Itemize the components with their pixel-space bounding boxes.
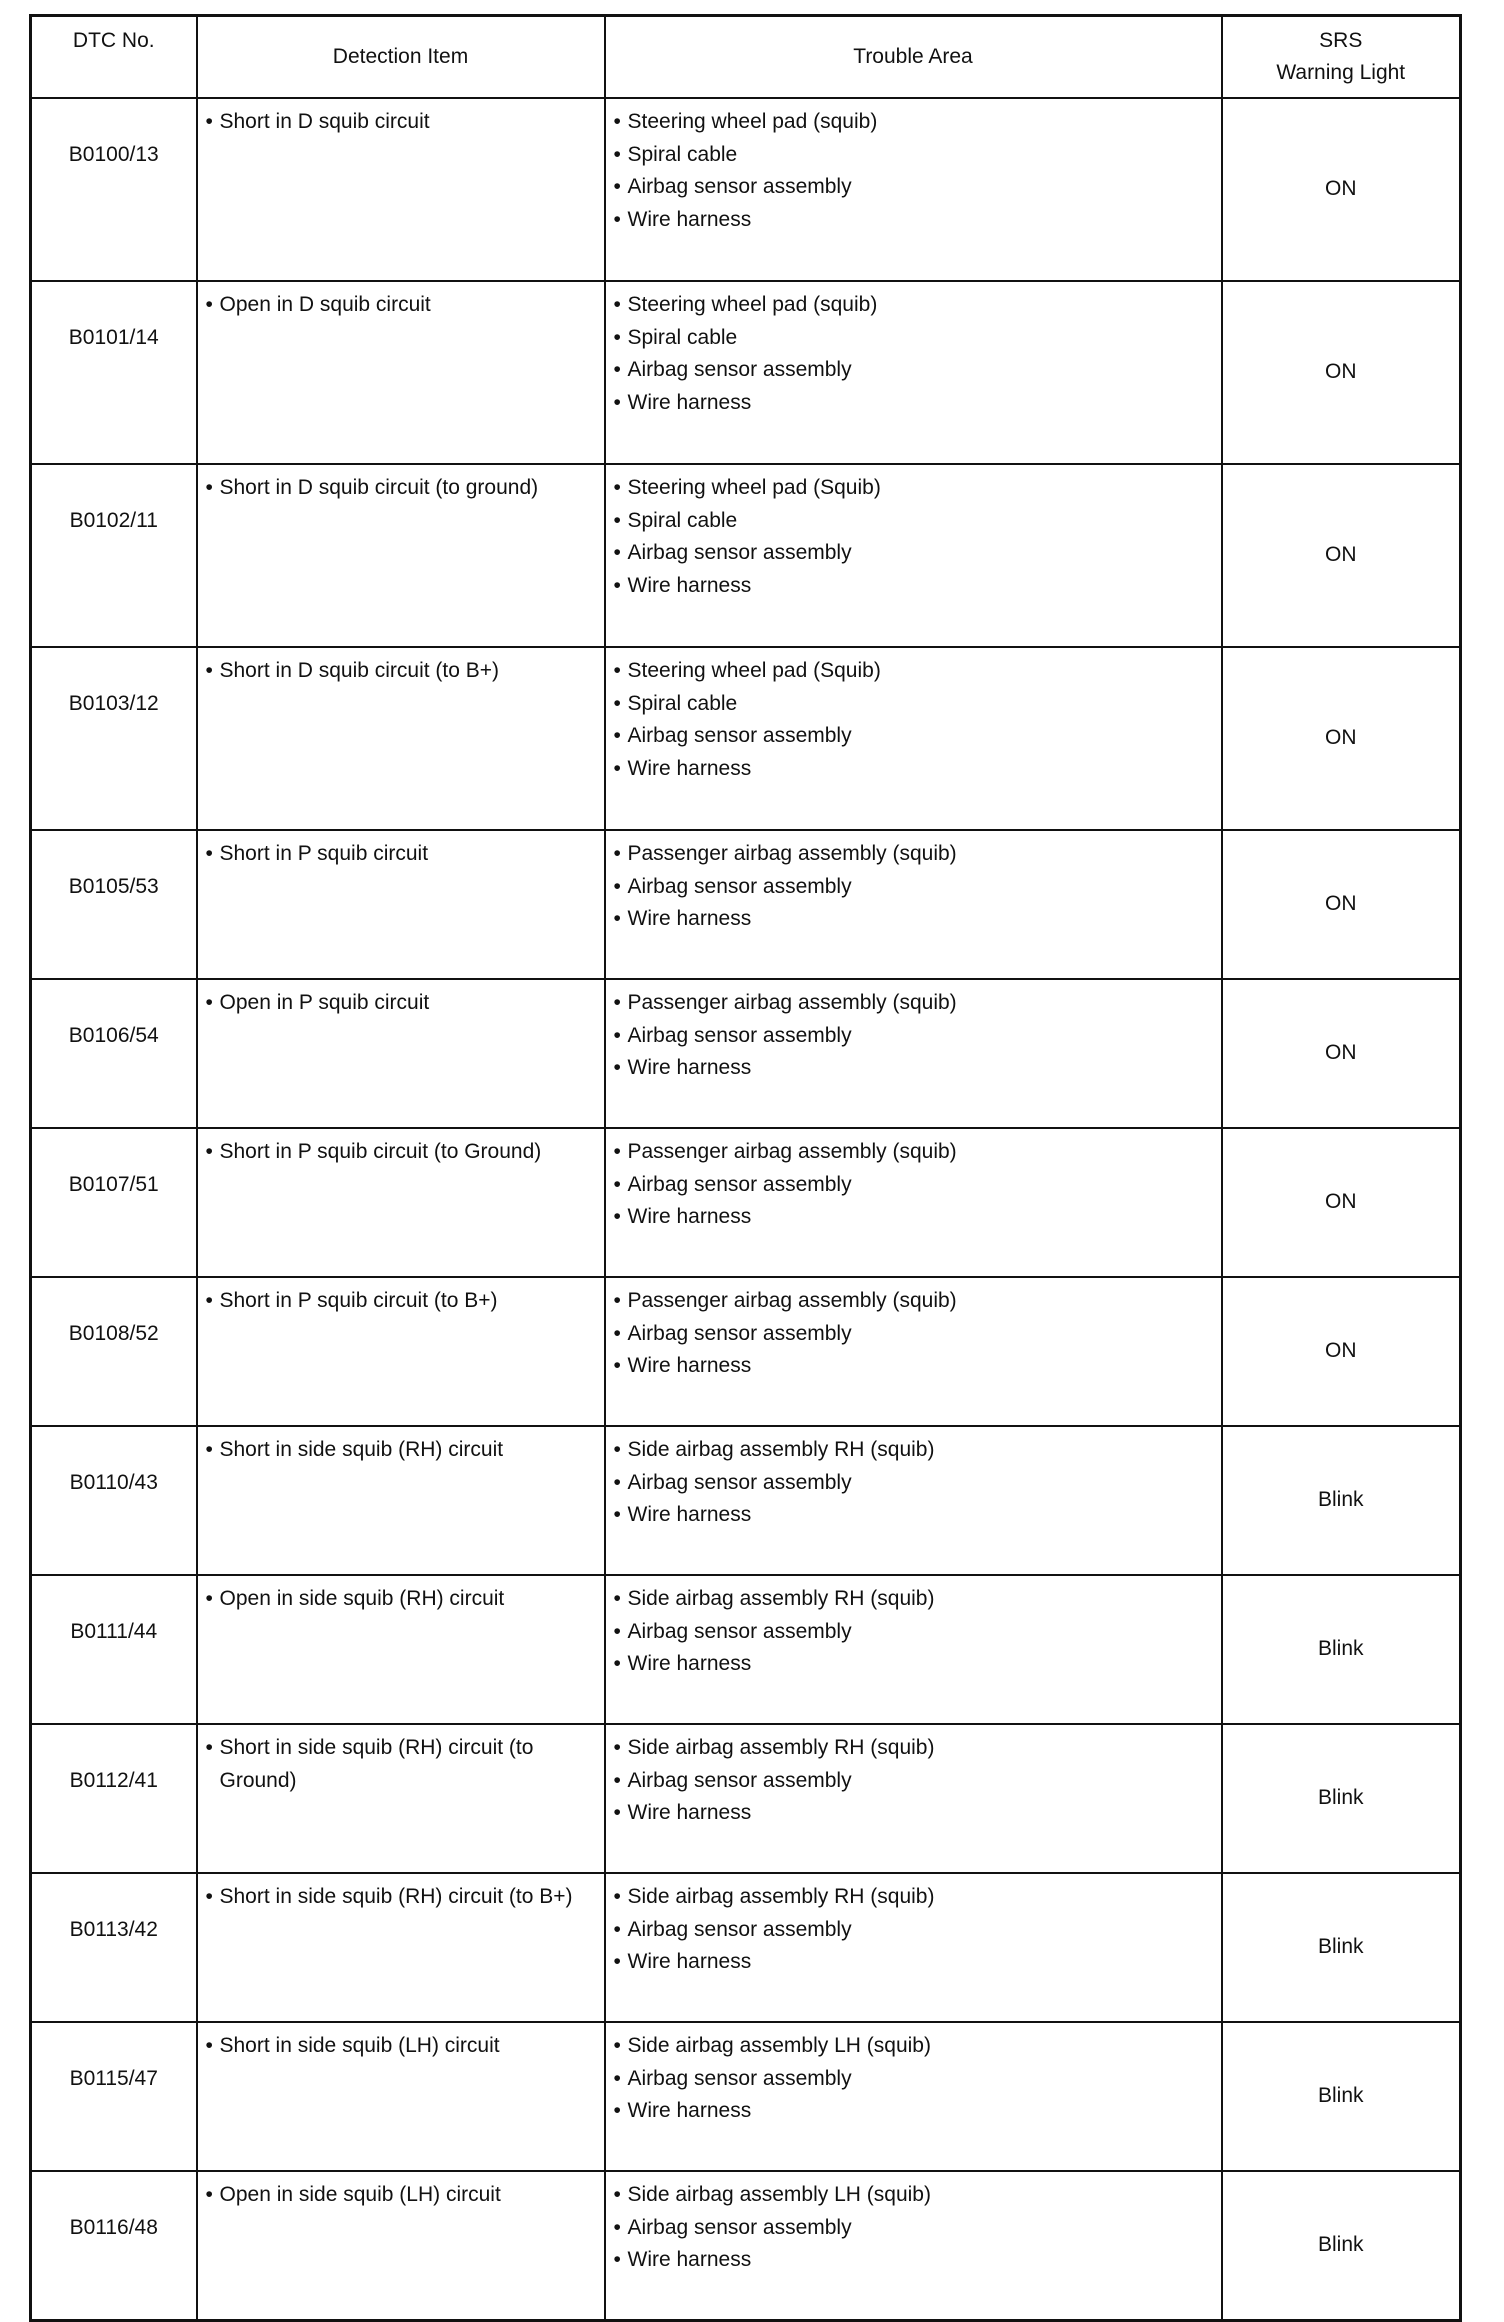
srs-warning-light-status: ON [1222,464,1461,647]
srs-warning-light-status: Blink [1222,1873,1461,2022]
trouble-area-cell [605,1873,1222,2022]
trouble-area-item: • Airbag sensor assembly [614,537,1213,570]
header-srs-line2: Warning Light [1276,61,1406,84]
trouble-area-list [614,655,1213,785]
detection-item: • Open in P squib circuit [206,987,596,1020]
srs-warning-light-status: Blink [1222,1724,1461,1873]
header-srs-warning-light [1222,16,1461,99]
trouble-area-item: • Wire harness [614,1052,1213,1085]
srs-warning-light-status: ON [1222,979,1461,1128]
detection-item-list [206,1881,596,1914]
table-row [31,1873,1461,2022]
trouble-area-cell [605,1128,1222,1277]
table-row [31,281,1461,464]
detection-item-cell [197,281,605,464]
trouble-area-list [614,987,1213,1085]
detection-item: • Open in side squib (LH) circuit [206,2179,596,2212]
table-row [31,1575,1461,1724]
dtc-code: B0103/12 [31,647,197,830]
detection-item-cell [197,2171,605,2321]
dtc-code: B0111/44 [31,1575,197,1724]
dtc-code: B0108/52 [31,1277,197,1426]
detection-item-cell [197,830,605,979]
detection-item: • Short in P squib circuit (to B+) [206,1285,596,1318]
trouble-area-item: • Passenger airbag assembly (squib) [614,1285,1213,1318]
detection-item: • Short in side squib (RH) circuit [206,1434,596,1467]
table-row [31,1128,1461,1277]
dtc-code: B0113/42 [31,1873,197,2022]
header-dtc-no: DTC No. [31,16,197,99]
detection-item-cell [197,979,605,1128]
dtc-table [29,14,1462,2322]
detection-item: • Short in D squib circuit (to B+) [206,655,596,688]
detection-item-cell [197,647,605,830]
trouble-area-list [614,838,1213,936]
trouble-area-item: • Airbag sensor assembly [614,171,1213,204]
detection-item-cell [197,1873,605,2022]
table-row [31,98,1461,281]
trouble-area-item: • Steering wheel pad (Squib) [614,472,1213,505]
trouble-area-item: • Airbag sensor assembly [614,720,1213,753]
detection-item-list [206,2179,596,2212]
srs-warning-light-status: ON [1222,647,1461,830]
dtc-code: B0116/48 [31,2171,197,2321]
detection-item-cell [197,2022,605,2171]
detection-item-list [206,987,596,1020]
trouble-area-item: • Spiral cable [614,505,1213,538]
trouble-area-item: • Spiral cable [614,322,1213,355]
dtc-code: B0112/41 [31,1724,197,1873]
detection-item: • Short in side squib (LH) circuit [206,2030,596,2063]
trouble-area-item: • Steering wheel pad (squib) [614,106,1213,139]
detection-item: • Short in P squib circuit (to Ground) [206,1136,596,1169]
trouble-area-cell [605,979,1222,1128]
trouble-area-item: • Airbag sensor assembly [614,1020,1213,1053]
detection-item-cell [197,1724,605,1873]
trouble-area-item: • Side airbag assembly RH (squib) [614,1583,1213,1616]
detection-item: • Short in D squib circuit [206,106,596,139]
trouble-area-item: • Wire harness [614,1350,1213,1383]
trouble-area-item: • Spiral cable [614,688,1213,721]
detection-item-list [206,655,596,688]
trouble-area-item: • Airbag sensor assembly [614,1467,1213,1500]
trouble-area-item: • Airbag sensor assembly [614,354,1213,387]
trouble-area-list [614,1732,1213,1830]
srs-warning-light-status: Blink [1222,2171,1461,2321]
trouble-area-item: • Airbag sensor assembly [614,1318,1213,1351]
detection-item-cell [197,98,605,281]
trouble-area-item: • Wire harness [614,1201,1213,1234]
detection-item-list [206,1583,596,1616]
header-detection-item: Detection Item [197,16,605,99]
trouble-area-list [614,1881,1213,1979]
trouble-area-item: • Airbag sensor assembly [614,2212,1213,2245]
trouble-area-item: • Wire harness [614,1499,1213,1532]
trouble-area-cell [605,2171,1222,2321]
trouble-area-list [614,106,1213,236]
trouble-area-item: • Wire harness [614,1946,1213,1979]
table-row [31,979,1461,1128]
detection-item: • Open in side squib (RH) circuit [206,1583,596,1616]
table-header-row [31,16,1461,99]
trouble-area-cell [605,647,1222,830]
trouble-area-item: • Passenger airbag assembly (squib) [614,838,1213,871]
trouble-area-item: • Side airbag assembly RH (squib) [614,1732,1213,1765]
trouble-area-item: • Side airbag assembly LH (squib) [614,2179,1213,2212]
trouble-area-item: • Airbag sensor assembly [614,1169,1213,1202]
dtc-code: B0102/11 [31,464,197,647]
trouble-area-item: • Wire harness [614,2095,1213,2128]
dtc-code: B0100/13 [31,98,197,281]
trouble-area-item: • Side airbag assembly RH (squib) [614,1881,1213,1914]
table-row [31,1277,1461,1426]
srs-warning-light-status: ON [1222,830,1461,979]
detection-item-list [206,1732,596,1797]
table-row [31,1724,1461,1873]
srs-warning-light-status: ON [1222,1128,1461,1277]
trouble-area-item: • Airbag sensor assembly [614,1914,1213,1947]
detection-item-list [206,838,596,871]
table-row [31,2022,1461,2171]
detection-item-cell [197,1128,605,1277]
trouble-area-list [614,2179,1213,2277]
table-row [31,830,1461,979]
table-row [31,647,1461,830]
trouble-area-item: • Wire harness [614,2244,1213,2277]
trouble-area-item: • Airbag sensor assembly [614,871,1213,904]
trouble-area-list [614,2030,1213,2128]
trouble-area-list [614,289,1213,419]
header-trouble-area: Trouble Area [605,16,1222,99]
trouble-area-item: • Airbag sensor assembly [614,1765,1213,1798]
trouble-area-cell [605,1724,1222,1873]
detection-item: • Short in D squib circuit (to ground) [206,472,596,505]
dtc-code: B0107/51 [31,1128,197,1277]
trouble-area-item: • Wire harness [614,387,1213,420]
detection-item: • Short in side squib (RH) circuit (to Ground) [206,1732,596,1797]
detection-item-list [206,289,596,322]
trouble-area-cell [605,1426,1222,1575]
trouble-area-cell [605,281,1222,464]
trouble-area-list [614,1136,1213,1234]
dtc-code: B0105/53 [31,830,197,979]
trouble-area-item: • Wire harness [614,1648,1213,1681]
detection-item-list [206,106,596,139]
trouble-area-list [614,472,1213,602]
detection-item: • Short in side squib (RH) circuit (to B+) [206,1881,596,1914]
trouble-area-cell [605,2022,1222,2171]
detection-item-cell [197,1277,605,1426]
trouble-area-item: • Airbag sensor assembly [614,2063,1213,2096]
trouble-area-item: • Airbag sensor assembly [614,1616,1213,1649]
detection-item-list [206,2030,596,2063]
detection-item-cell [197,464,605,647]
dtc-code: B0101/14 [31,281,197,464]
detection-item: • Short in P squib circuit [206,838,596,871]
trouble-area-item: • Passenger airbag assembly (squib) [614,987,1213,1020]
trouble-area-cell [605,464,1222,647]
trouble-area-item: • Steering wheel pad (Squib) [614,655,1213,688]
trouble-area-item: • Side airbag assembly LH (squib) [614,2030,1213,2063]
srs-warning-light-status: ON [1222,98,1461,281]
trouble-area-item: • Passenger airbag assembly (squib) [614,1136,1213,1169]
trouble-area-item: • Side airbag assembly RH (squib) [614,1434,1213,1467]
table-row [31,1426,1461,1575]
dtc-code: B0110/43 [31,1426,197,1575]
detection-item-cell [197,1426,605,1575]
srs-warning-light-status: ON [1222,1277,1461,1426]
table-body [31,98,1461,2321]
trouble-area-cell [605,830,1222,979]
detection-item: • Open in D squib circuit [206,289,596,322]
table-row [31,2171,1461,2321]
detection-item-list [206,1434,596,1467]
trouble-area-cell [605,1277,1222,1426]
detection-item-cell [197,1575,605,1724]
detection-item-list [206,472,596,505]
trouble-area-list [614,1434,1213,1532]
trouble-area-item: • Wire harness [614,753,1213,786]
trouble-area-item: • Wire harness [614,1797,1213,1830]
trouble-area-item: • Wire harness [614,570,1213,603]
trouble-area-item: • Steering wheel pad (squib) [614,289,1213,322]
trouble-area-item: • Wire harness [614,204,1213,237]
dtc-code: B0106/54 [31,979,197,1128]
trouble-area-list [614,1285,1213,1383]
trouble-area-cell [605,1575,1222,1724]
srs-warning-light-status: Blink [1222,1426,1461,1575]
detection-item-list [206,1136,596,1169]
srs-warning-light-status: Blink [1222,2022,1461,2171]
dtc-code: B0115/47 [31,2022,197,2171]
header-srs-line1: SRS [1319,28,1363,52]
trouble-area-item: • Spiral cable [614,139,1213,172]
trouble-area-item: • Wire harness [614,903,1213,936]
srs-warning-light-status: ON [1222,281,1461,464]
detection-item-list [206,1285,596,1318]
trouble-area-list [614,1583,1213,1681]
trouble-area-cell [605,98,1222,281]
table-row [31,464,1461,647]
srs-warning-light-status: Blink [1222,1575,1461,1724]
